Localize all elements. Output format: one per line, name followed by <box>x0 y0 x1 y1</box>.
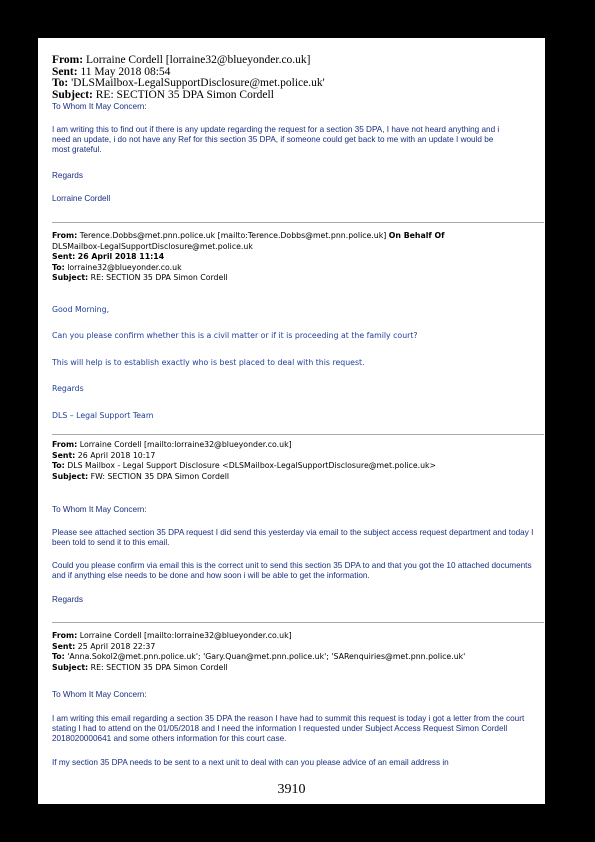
subject-value: FW: SECTION 35 DPA Simon Cordell <box>90 471 230 481</box>
email-4-paragraph-1: I am writing this email regarding a section 35 DPA the reason I have had to summit this request is today i got a letter from the court stating I had to attend on the 01/05/2018 and I need the information I requested under Subject Access Request Simon Cordell 2018020000641 and some others information for this court case. <box>52 714 525 744</box>
to-value: 'DLSMailbox-LegalSupportDisclosure@met.police.uk' <box>71 77 325 89</box>
email-4-paragraph-2: If my section 35 DPA needs to be sent to a next unit to deal with can you please advice of an email address in <box>52 758 449 767</box>
subject-value: RE: SECTION 35 DPA Simon Cordell <box>95 88 274 101</box>
separator <box>52 222 544 223</box>
from-label: From: <box>52 631 78 640</box>
to-value: 'Anna.Sokol2@met.pnn.police.uk'; 'Gary.Quan@met.pnn.police.uk'; 'SARenquiries@met.pnn.police.uk' <box>67 652 466 662</box>
email-3-paragraph-2: Could you please confirm via email this is the correct unit to send this section 35 DPA to and that you got the 10 attached documents and if anything else needs to be done and how soon i will be able to get the information. <box>52 561 532 581</box>
separator <box>52 622 544 623</box>
from-value: Lorraine Cordell [mailto:lorraine32@blueyonder.co.uk] <box>79 440 292 449</box>
to-label: To: <box>52 652 65 662</box>
from-value-line2: DLSMailbox-LegalSupportDisclosure@met.police.uk <box>52 241 253 251</box>
email-2-regards: Regards <box>52 384 84 393</box>
page-number: 3910 <box>277 782 306 797</box>
sent-value: 26 April 2018 11:14 <box>77 252 165 262</box>
email-3-greeting: To Whom It May Concern: <box>52 505 147 514</box>
email-2-paragraph-1: Can you please confirm whether this is a civil matter or if it is proceeding at the family court? <box>52 331 418 340</box>
sent-value: 25 April 2018 22:37 <box>77 641 156 651</box>
email-2-greeting: Good Morning, <box>52 305 110 314</box>
to-label: To: <box>52 461 65 471</box>
email-3-paragraph-1: Please see attached section 35 DPA request I did send this yesterday via email to the subject access request department and today I been told to send it to this email. <box>52 528 534 548</box>
sent-label: Sent: <box>52 65 78 78</box>
email-2-signature: DLS – Legal Support Team <box>52 411 154 420</box>
sent-label: Sent: <box>52 252 76 262</box>
sent-label: Sent: <box>52 641 76 651</box>
subject-label: Subject: <box>52 662 89 672</box>
email-3-header <box>52 440 545 482</box>
from-label: From: <box>52 440 78 449</box>
to-value: DLS Mailbox - Legal Support Disclosure <DLSMailbox-LegalSupportDisclosure@met.police.uk> <box>67 461 437 471</box>
from-value: Lorraine Cordell [mailto:lorraine32@blueyonder.co.uk] <box>79 631 292 640</box>
subject-label: Subject: <box>52 88 93 101</box>
subject-label: Subject: <box>52 273 89 283</box>
email-2-header <box>52 231 545 284</box>
to-label: To: <box>52 262 65 272</box>
email-1-signature: Lorraine Cordell <box>52 194 111 203</box>
to-value: lorraine32@blueyonder.co.uk <box>67 262 182 272</box>
document-page <box>38 38 545 804</box>
from-label: From: <box>52 231 78 240</box>
email-4-header <box>52 631 545 673</box>
email-3-regards: Regards <box>52 595 83 604</box>
from-value: Lorraine Cordell [lorraine32@blueyonder.co.uk] <box>85 54 311 66</box>
subject-value: RE: SECTION 35 DPA Simon Cordell <box>90 662 228 672</box>
sent-label: Sent: <box>52 450 76 460</box>
email-4-greeting: To Whom It May Concern: <box>52 690 147 699</box>
from-label: From: <box>52 54 84 66</box>
from-value: Terence.Dobbs@met.pnn.police.uk [mailto:Terence.Dobbs@met.pnn.police.uk] <box>79 231 387 240</box>
sent-value: 26 April 2018 10:17 <box>77 450 156 460</box>
to-label: To: <box>52 77 69 89</box>
on-behalf-label: On Behalf Of <box>388 231 445 240</box>
subject-label: Subject: <box>52 471 89 481</box>
email-1-body: I am writing this to find out if there is any update regarding the request for a section 35 DPA, I have not heard anything and i need an update, i do not have any Ref for this section 35 DPA, if someone could get back to me with an update I would be most grateful. <box>52 125 500 155</box>
email-1-regards: Regards <box>52 171 83 180</box>
separator <box>52 434 544 435</box>
email-1-greeting: To Whom It May Concern: <box>52 102 147 111</box>
subject-value: RE: SECTION 35 DPA Simon Cordell <box>90 273 228 283</box>
sent-value: 11 May 2018 08:54 <box>80 65 171 78</box>
email-2-paragraph-2: This will help is to establish exactly who is best placed to deal with this request. <box>52 358 365 367</box>
email-1-header <box>52 55 545 101</box>
